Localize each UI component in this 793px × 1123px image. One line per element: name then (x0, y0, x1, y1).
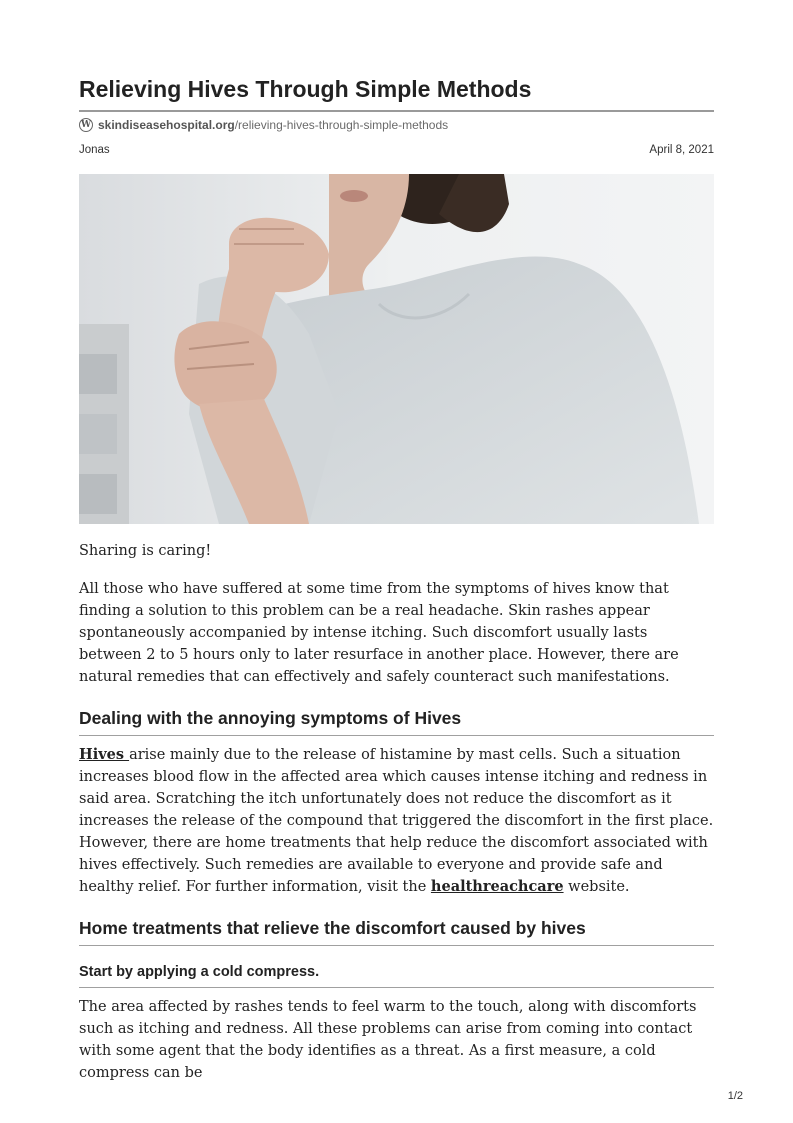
source-domain[interactable]: skindiseasehospital.org (98, 118, 235, 132)
hives-link[interactable]: Hives (79, 746, 130, 763)
heading-dealing-with-symptoms: Dealing with the annoying symptoms of Hives (79, 707, 714, 736)
intro-paragraph: All those who have suffered at some time from the symptoms of hives know that finding a solution to this problem can be a real headache. Skin rashes appear spontaneously accompanied by intense itching. Such discomfort usually lasts between 2 to 5 hours only to later resurface in another place. However, there are natural remedies that can effectively and safely counteract such manifestations. (79, 581, 679, 685)
author: Jonas (79, 144, 110, 156)
source-path[interactable]: /relieving-hives-through-simple-methods (234, 118, 449, 132)
healthreachcare-link[interactable]: healthreachcare (430, 878, 564, 895)
dealing-tail: website. (563, 879, 630, 895)
hero-image (79, 174, 714, 524)
article-meta (79, 144, 714, 156)
wordpress-icon: W (80, 120, 92, 130)
source-line (79, 116, 448, 134)
sharing-text: Sharing is caring! (79, 543, 212, 559)
page-number: 1/2 (727, 1090, 743, 1102)
article-title: Relieving Hives Through Simple Methods (79, 74, 714, 112)
dealing-paragraph (79, 744, 714, 898)
publish-date: April 8, 2021 (649, 144, 714, 156)
woman-scratching-wrist-photo (79, 174, 714, 524)
subheading-cold-compress: Start by applying a cold compress. (79, 963, 714, 988)
cold-compress-paragraph: The area affected by rashes tends to feel warm to the touch, along with discomforts such as itching and redness. All these problems can arise from coming into contact with some agent that the body identifies as a threat. As a first measure, a cold compress can be (79, 999, 697, 1081)
heading-home-treatments: Home treatments that relieve the discomfort caused by hives (79, 917, 714, 946)
dealing-text: arise mainly due to the release of histamine by mast cells. Such a situation increases blood flow in the affected area which causes intense itching and redness in said area. Scratching the itch unfortunately does not reduce the discomfort as it increases the release of the compound that triggered the discomfort in the first place. However, there are home treatments that help reduce the discomfort associated with hives effectively. Such remedies are available to everyone and provide safe and healthy relief. For further information, visit the (79, 747, 714, 895)
